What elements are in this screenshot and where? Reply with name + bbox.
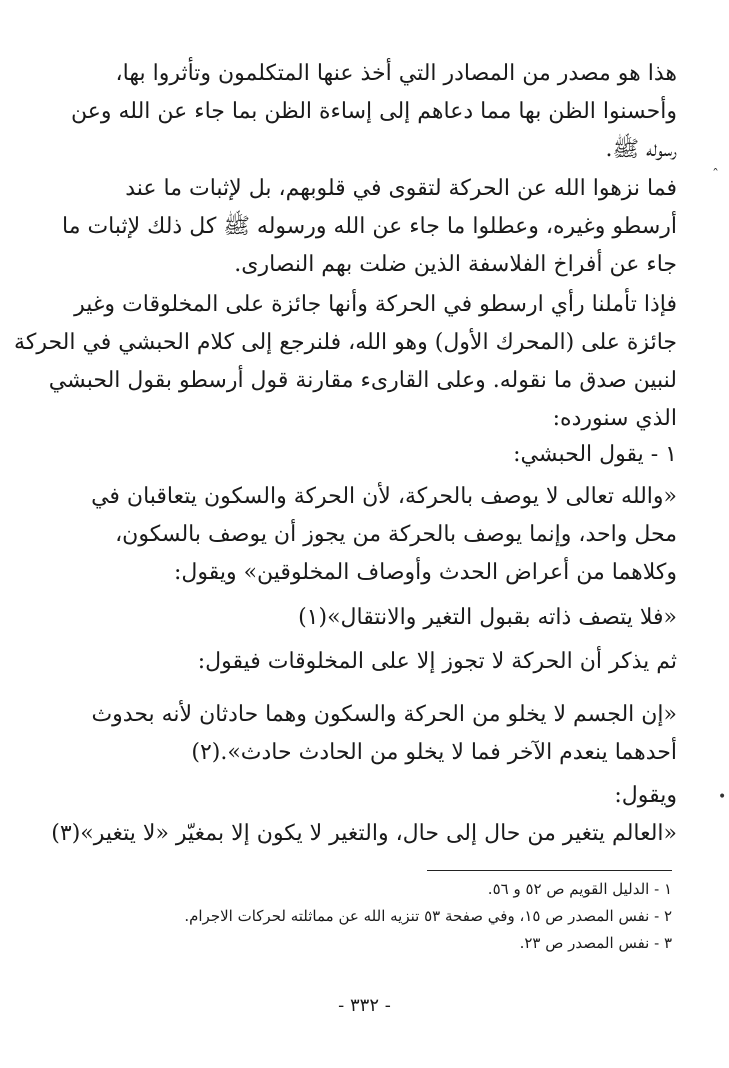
text-line: فإذا تأملنا رأي ارسطو في الحركة وأنها جائزة على المخلوقات وغير [74, 292, 677, 317]
text-line: وكلاهما من أعراض الحدث وأوصاف المخلوقين» ويقول: [173, 560, 677, 585]
text-line: محل واحد، وإنما يوصف بالحركة من يجوز أن يوصف بالسكون، [115, 522, 677, 547]
text-line: «فلا يتصف ذاته بقبول التغير والانتقال»(١) [298, 605, 677, 630]
item-heading: ١ - يقول الحبشي: [513, 442, 677, 467]
footnotes [57, 876, 672, 957]
text-line: رسوله ﷺ. [605, 137, 677, 162]
text-line: «العالم يتغير من حال إلى حال، والتغير لا يكون إلا بمغيّر «لا يتغير»(٣) [51, 821, 677, 846]
paragraph-intro [62, 55, 677, 169]
quotation-motion [62, 478, 677, 592]
margin-mark-top: ˆ [712, 167, 719, 183]
text-line: جاء عن أفراخ الفلاسفة الذين ضلت بهم النصارى. [234, 252, 677, 277]
paragraph-then [62, 643, 677, 681]
text-line: جائزة على (المحرك الأول) وهو الله، فلنرجع إلى كلام الحبشي في الحركة [14, 330, 677, 355]
text-line: هذا هو مصدر من المصادر التي أخذ عنها المتكلمون وتأثروا بها، [115, 61, 677, 86]
paragraph-tanzih [62, 170, 677, 284]
text-line: «والله تعالى لا يوصف بالحركة، لأن الحركة والسكون يتعاقبان في [91, 484, 677, 509]
quotation-change [62, 599, 677, 637]
footnote-divider [427, 870, 672, 871]
says-label: ويقول: [614, 783, 677, 808]
text-line: وأحسنوا الظن بها مما دعاهم إلى إساءة الظن بما جاء عن الله وعن [71, 99, 677, 124]
page-number: - ٣٣٢ - [338, 995, 391, 1016]
margin-mark-bottom: • [718, 789, 727, 805]
text-line: أحدهما ينعدم الآخر فما لا يخلو من الحادث حادث».(٢) [191, 740, 677, 765]
paragraph-comparison [14, 286, 677, 438]
text-line: «إن الجسم لا يخلو من الحركة والسكون وهما حادثان لأنه بحدوث [91, 702, 677, 727]
footnote-2: ٢ - نفس المصدر ص ١٥، وفي صفحة ٥٣ تنزيه الله عن مماثلته لحركات الاجرام. [184, 907, 672, 925]
text-line: فما نزهوا الله عن الحركة لتقوى في قلوبهم، بل لإثبات ما عند [125, 176, 677, 201]
footnote-1: ١ - الدليل القويم ص ٥٢ و ٥٦. [487, 880, 672, 898]
quotation-body [62, 696, 677, 772]
text-line: لنبين صدق ما نقوله. وعلى القارىء مقارنة قول أرسطو بقول الحبشي [48, 368, 677, 393]
quotation-world [51, 815, 677, 853]
footnote-3: ٣ - نفس المصدر ص ٢٣. [519, 934, 672, 952]
text-line: أرسطو وغيره، وعطلوا ما جاء عن الله ورسوله ﷺ كل ذلك لإثبات ما [61, 214, 677, 239]
text-line: الذي سنورده: [552, 406, 677, 431]
text-line: ثم يذكر أن الحركة لا تجوز إلا على المخلوقات فيقول: [197, 649, 677, 674]
